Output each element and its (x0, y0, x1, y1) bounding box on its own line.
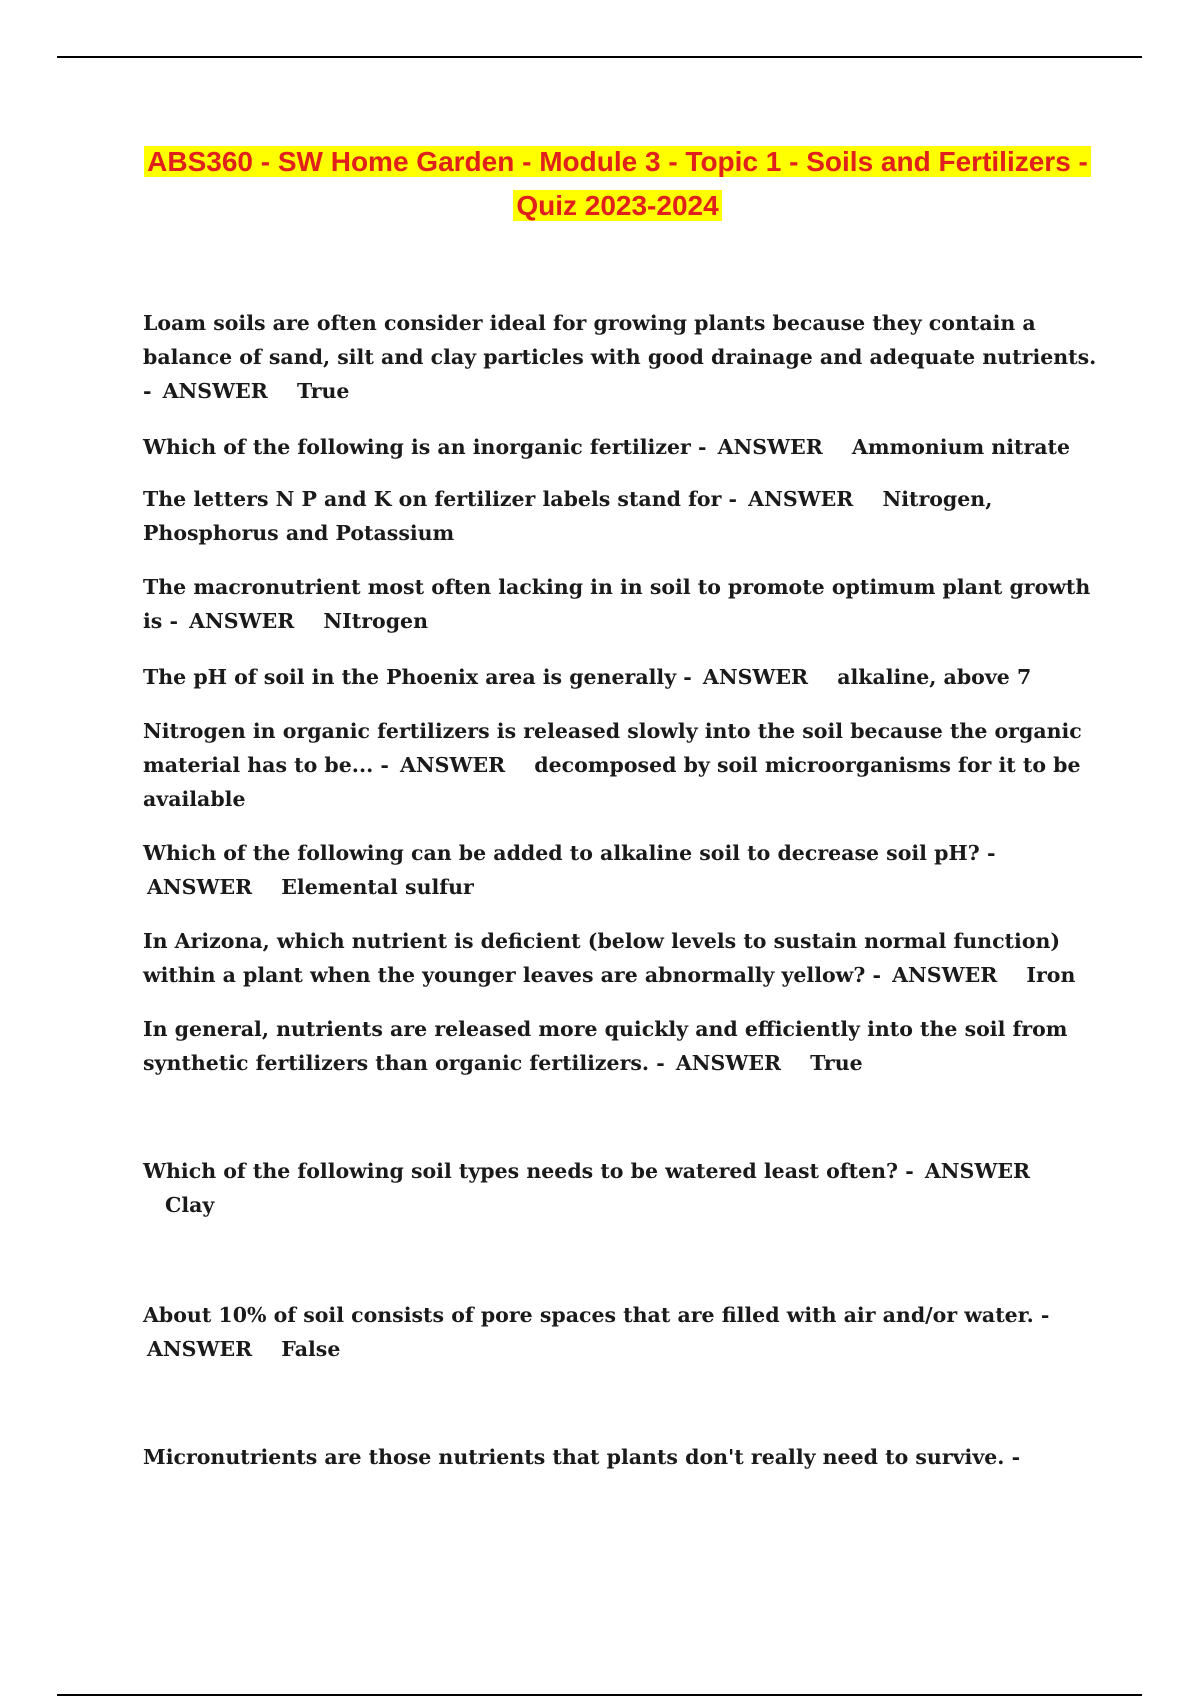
qa-item (143, 570, 1098, 638)
answer-label: ANSWER (748, 487, 854, 511)
question-separator: - (986, 841, 996, 865)
question-text: Micronutrients are those nutrients that plants don't really need to survive. (143, 1445, 1005, 1469)
answer-text: Elemental sulfur (281, 875, 474, 899)
document-title (140, 140, 1095, 228)
qa-item (143, 836, 1098, 904)
qa-item (143, 430, 1098, 464)
qa-item (143, 1012, 1098, 1080)
answer-label: ANSWER (675, 1051, 782, 1075)
question-text: Nitrogen in organic fertilizers is released slowly into the soil because the organic material has to be... (143, 719, 1082, 777)
question-separator: - (728, 487, 738, 511)
question-text: Which of the following can be added to alkaline soil to decrease soil pH? (143, 841, 980, 865)
qa-item (143, 714, 1098, 816)
answer-text: False (281, 1337, 341, 1361)
answer-label: ANSWER (892, 963, 998, 987)
answer-label: ANSWER (162, 379, 268, 403)
question-separator: - (697, 435, 707, 459)
answer-text: alkaline, above 7 (837, 665, 1032, 689)
question-separator: - (905, 1159, 914, 1183)
question-separator: - (143, 379, 152, 403)
question-text: In general, nutrients are released more quickly and efficiently into the soil from synthetic fertilizers than organic fertilizers. (143, 1017, 1068, 1075)
answer-label: ANSWER (702, 665, 809, 689)
answer-label: ANSWER (400, 753, 506, 777)
qa-item (143, 1440, 1098, 1474)
answer-label: ANSWER (717, 435, 823, 459)
answer-text: True (296, 379, 350, 403)
answer-text: Nitrogen, Phosphorus and Potassium (143, 487, 993, 545)
answer-text: decomposed by soil microorganisms for it to be available (143, 753, 1081, 811)
answer-text: Clay (165, 1193, 215, 1217)
answer-label: ANSWER (147, 1337, 253, 1361)
question-separator: - (1040, 1303, 1050, 1327)
answer-text: True (810, 1051, 863, 1075)
question-separator: - (656, 1051, 665, 1075)
qa-item (143, 306, 1098, 408)
answer-label: ANSWER (924, 1159, 1031, 1183)
question-text: Which of the following is an inorganic fertilizer (143, 435, 691, 459)
question-text: The macronutrient most often lacking in in soil to promote optimum plant growth is (143, 575, 1091, 633)
answer-label: ANSWER (147, 875, 253, 899)
question-text: The letters N P and K on fertilizer labels stand for (143, 487, 722, 511)
question-text: Loam soils are often consider ideal for growing plants because they contain a balance of sand, silt and clay particles with good drainage and adequate nutrients. (143, 311, 1097, 369)
question-text: About 10% of soil consists of pore spaces that are filled with air and/or water. (143, 1303, 1034, 1327)
bottom-divider (57, 1694, 1142, 1696)
top-divider (57, 56, 1142, 58)
question-separator: - (683, 665, 692, 689)
qa-item (143, 1298, 1098, 1366)
document-title-text: ABS360 - SW Home Garden - Module 3 - Topic 1 - Soils and Fertilizers - Quiz 2023-2024 (144, 146, 1091, 221)
question-text: The pH of soil in the Phoenix area is generally (143, 665, 677, 689)
qa-item (143, 1154, 1098, 1222)
question-text: Which of the following soil types needs to be watered least often? (143, 1159, 899, 1183)
qa-item (143, 482, 1098, 550)
question-separator: - (1011, 1445, 1021, 1469)
question-text: In Arizona, which nutrient is deficient (below levels to sustain normal function) within a plant when the younger leaves are abnormally yellow? (143, 929, 1061, 987)
answer-text: Ammonium nitrate (851, 435, 1071, 459)
qa-item (143, 660, 1098, 694)
answer-label: ANSWER (189, 609, 295, 633)
question-separator: - (872, 963, 881, 987)
qa-item (143, 924, 1098, 992)
answer-text: NItrogen (323, 609, 428, 633)
question-separator: - (169, 609, 178, 633)
answer-text: Iron (1026, 963, 1076, 987)
question-separator: - (380, 753, 389, 777)
